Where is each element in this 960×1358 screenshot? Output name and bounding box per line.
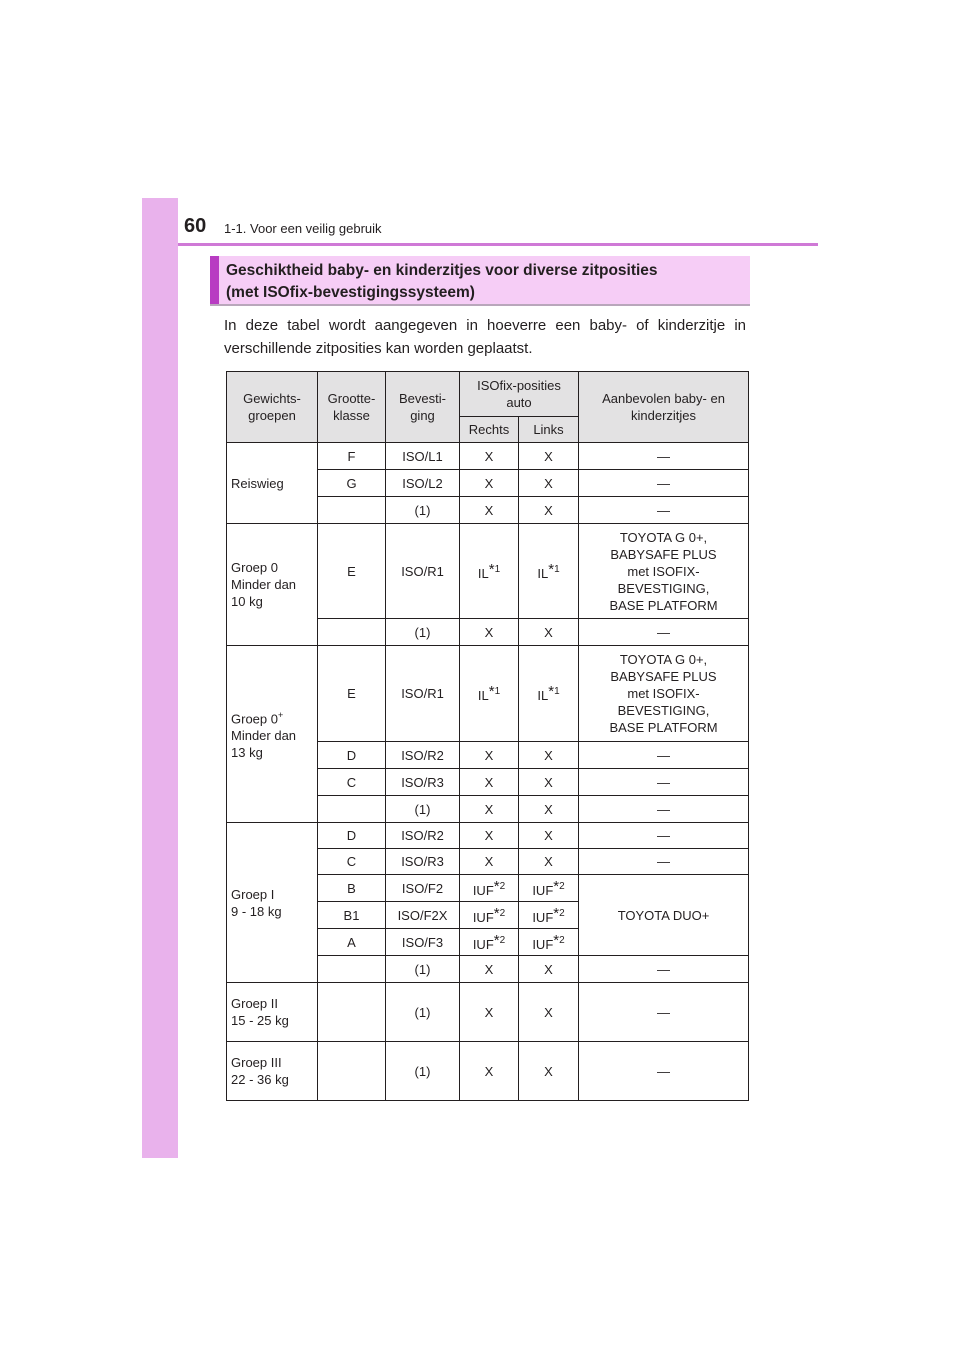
cell-recommended: — [579,619,749,646]
table-row [227,443,749,470]
group-0-plus-superscript: + [277,709,284,720]
footnote-star: * [548,560,555,578]
cell-recommended: — [579,742,749,769]
footnote-star: * [488,683,495,700]
header-size-class: Grootte- klasse [318,372,386,443]
cell-right [460,524,519,619]
cell-left-text: IUF [532,909,554,925]
cell-recommended: — [579,1042,749,1101]
cell-recommended: — [579,956,749,983]
cell-right: X [460,983,519,1042]
cell-fixture: ISO/R3 [386,849,460,875]
cell-right [460,646,519,742]
footnote-star: * [553,877,560,895]
cell-fixture: ISO/L1 [386,443,460,470]
cell-size: B [318,875,386,902]
cell-left-text: IL [537,688,549,703]
cell-recommended: TOYOTA G 0+, BABYSAFE PLUS met ISOFIX- BEVESTIGING, BASE PLATFORM [579,524,749,619]
header-recommended-seats: Aanbevolen baby- en kinderzitjes [579,372,749,443]
cell-right: X [460,470,519,497]
cell-left [519,524,579,619]
cell-left: X [519,619,579,646]
isofix-suitability-table [226,371,749,1101]
section-heading-bar [210,256,219,304]
section-heading-box [210,256,750,306]
cell-size: F [318,443,386,470]
footnote-star: * [548,683,555,700]
group-2: Groep II 15 - 25 kg [227,983,318,1042]
cell-right-text: IUF [472,909,494,925]
cell-right: X [460,497,519,524]
cell-left: X [519,1042,579,1101]
group-0-plus [227,646,318,823]
cell-fixture: ISO/F2 [386,875,460,902]
cell-recommended: — [579,796,749,823]
group-3: Groep III 22 - 36 kg [227,1042,318,1101]
cell-right: X [460,619,519,646]
cell-recommended: — [579,983,749,1042]
cell-size [318,1042,386,1101]
cell-left [519,875,579,902]
cell-left: X [519,497,579,524]
cell-fixture: ISO/R1 [386,524,460,619]
cell-right: X [460,443,519,470]
intro-paragraph: In deze tabel wordt aangegeven in hoeverre een baby- of kinderzitje in verschillende zitposities kan worden geplaatst. [224,317,746,357]
footnote-number: 1 [494,686,501,697]
table-row [227,646,749,742]
table-row [227,983,749,1042]
cell-left [519,646,579,742]
footnote-number: 1 [494,563,501,575]
cell-left-text: IUF [532,936,554,952]
cell-right: X [460,796,519,823]
cell-fixture: (1) [386,497,460,524]
cell-size: D [318,823,386,849]
cell-right-text: IUF [472,936,494,952]
footnote-number: 2 [499,880,506,892]
group-0: Groep 0 Minder dan 10 kg [227,524,318,646]
cell-right: X [460,823,519,849]
header-isofix-positions: ISOfix-posities auto [460,372,579,417]
cell-right: X [460,1042,519,1101]
cell-left-text: IUF [532,882,554,898]
cell-right-text: IL [477,565,489,581]
cell-recommended: — [579,470,749,497]
cell-size: C [318,849,386,875]
cell-fixture: ISO/L2 [386,470,460,497]
cell-recommended: — [579,443,749,470]
group-0-plus-name: Groep 0 [231,711,278,727]
cell-left: X [519,823,579,849]
cell-size: D [318,742,386,769]
cell-size: B1 [318,902,386,929]
cell-fixture: (1) [386,1042,460,1101]
chapter-title: 1-1. Voor een veilig gebruik [224,221,382,236]
footnote-number: 2 [559,880,565,892]
footnote-number: 1 [554,563,560,575]
cell-recommended: — [579,497,749,524]
cell-right: X [460,849,519,875]
cell-size [318,796,386,823]
cell-left: X [519,956,579,983]
footnote-star: * [488,560,495,578]
table-header-row [227,372,749,417]
cell-left: X [519,849,579,875]
cell-fixture: (1) [386,956,460,983]
header-rule [178,243,818,246]
header-fixture: Bevesti- ging [386,372,460,443]
footnote-number: 1 [554,686,560,697]
cell-fixture: ISO/R1 [386,646,460,742]
header-weight-groups: Gewichts- groepen [227,372,318,443]
cell-left [519,929,579,956]
cell-right-text: IL [477,688,489,703]
cell-fixture: ISO/R2 [386,823,460,849]
footnote-number: 2 [559,907,565,919]
page-sidebar-tab [142,198,178,1158]
cell-fixture: (1) [386,619,460,646]
cell-left: X [519,470,579,497]
cell-left: X [519,443,579,470]
cell-right [460,929,519,956]
cell-size [318,619,386,646]
page-number: 60 [184,215,207,237]
group-1: Groep I 9 - 18 kg [227,823,318,983]
cell-fixture: ISO/R3 [386,769,460,796]
cell-size: G [318,470,386,497]
cell-fixture: ISO/F2X [386,902,460,929]
cell-recommended-duo: TOYOTA DUO+ [579,875,749,956]
cell-size: A [318,929,386,956]
cell-recommended: TOYOTA G 0+, BABYSAFE PLUS met ISOFIX- BEVESTIGING, BASE PLATFORM [579,646,749,742]
cell-left [519,902,579,929]
cell-recommended: — [579,823,749,849]
cell-right: X [460,769,519,796]
table-row [227,1042,749,1101]
table-row [227,823,749,849]
cell-size: E [318,646,386,742]
cell-recommended: — [579,769,749,796]
footnote-number: 2 [499,907,506,919]
group-0-plus-weight: Minder dan 13 kg [231,728,297,761]
cell-recommended: — [579,849,749,875]
cell-size [318,956,386,983]
cell-size: E [318,524,386,619]
cell-left: X [519,769,579,796]
footnote-star: * [553,904,560,922]
group-carrycot: Reiswieg [227,443,318,524]
cell-left: X [519,983,579,1042]
cell-size: C [318,769,386,796]
cell-right-text: IUF [472,882,494,898]
table-row [227,524,749,619]
footnote-star: * [553,931,560,949]
footnote-star: * [493,931,500,949]
footnote-number: 2 [499,934,506,946]
footnote-star: * [493,877,500,895]
footnote-number: 2 [559,934,565,946]
header-right: Rechts [460,417,519,443]
cell-left-text: IL [537,565,549,581]
cell-right [460,902,519,929]
cell-fixture: (1) [386,796,460,823]
cell-fixture: ISO/F3 [386,929,460,956]
section-heading: Geschiktheid baby- en kinderzitjes voor diverse zitposities (met ISOfix-bevestigingssysteem) [226,262,658,301]
footnote-star: * [493,904,500,922]
cell-left: X [519,796,579,823]
cell-left: X [519,742,579,769]
cell-fixture: ISO/R2 [386,742,460,769]
cell-right [460,875,519,902]
cell-right: X [460,742,519,769]
cell-size [318,497,386,524]
header-left: Links [519,417,579,443]
cell-right: X [460,956,519,983]
cell-size [318,983,386,1042]
cell-fixture: (1) [386,983,460,1042]
